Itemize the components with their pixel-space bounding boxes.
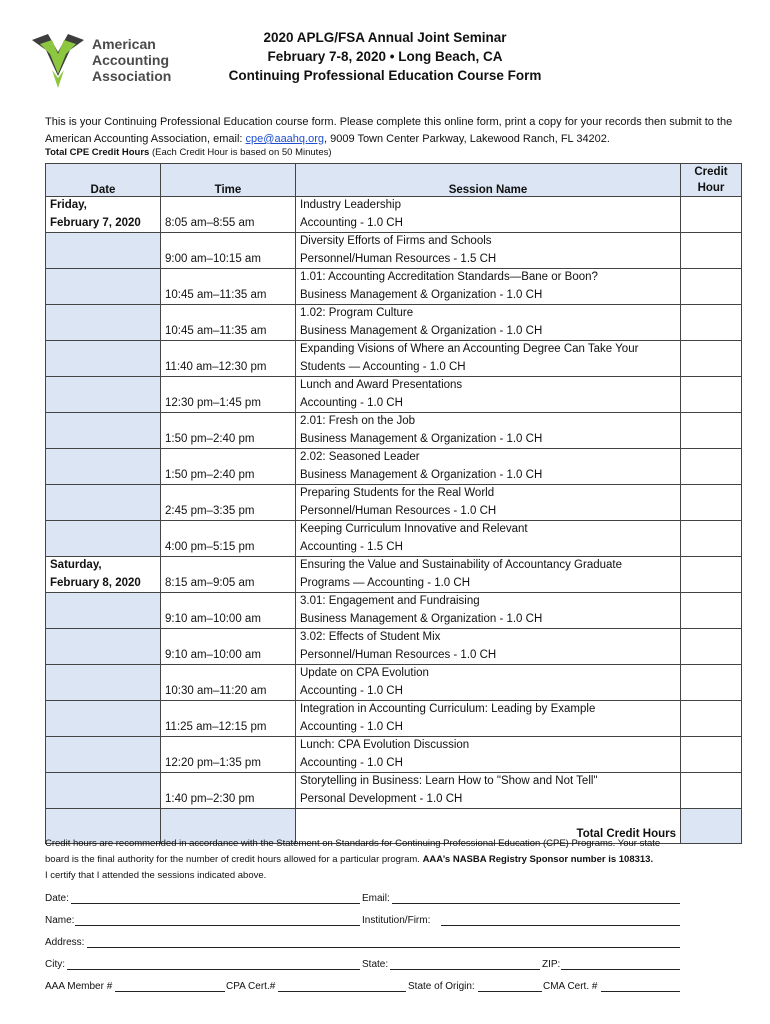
session-category: Personnel/Human Resources - 1.0 CH [300, 504, 497, 517]
date-header: Date [46, 164, 161, 197]
session-cell [296, 305, 681, 341]
footnote-line2 [45, 852, 735, 868]
time-cell: 9:10 am–10:00 am [161, 629, 296, 665]
form-title: Continuing Professional Education Course Form [228, 68, 542, 83]
session-cell [296, 413, 681, 449]
member-label: AAA Member # [45, 981, 113, 992]
date-cell [46, 557, 161, 593]
date-cell [46, 341, 161, 377]
session-cell [296, 377, 681, 413]
address-label: Address: [45, 937, 85, 948]
credit-hour-cell[interactable] [681, 557, 742, 593]
nasba-sponsor: AAA’s NASBA Registry Sponsor number is 108313. [422, 854, 654, 865]
session-title: 1.02: Program Culture [300, 307, 414, 319]
session-title: Lunch: CPA Evolution Discussion [300, 739, 470, 751]
email-field[interactable] [392, 893, 680, 904]
credit-hour-cell[interactable] [681, 593, 742, 629]
day-name: Saturday, [50, 559, 102, 571]
footnote-line3: I certify that I attended the sessions indicated above. [45, 870, 267, 881]
session-category: Accounting - 1.0 CH [300, 720, 403, 733]
session-category: Programs — Accounting - 1.0 CH [300, 576, 471, 589]
day-name: Friday, [50, 199, 87, 211]
time-cell: 2:45 pm–3:35 pm [161, 485, 296, 521]
email-label: Email: [362, 893, 390, 904]
session-category: Business Management & Organization - 1.0 CH [300, 324, 543, 337]
credit-hour-cell[interactable] [681, 449, 742, 485]
credit-hour-cell[interactable] [681, 197, 742, 233]
session-title: Lunch and Award Presentations [300, 379, 463, 391]
table-row [46, 701, 742, 737]
session-cell [296, 521, 681, 557]
aaa-logo-mark-icon [30, 30, 86, 92]
day-date: February 7, 2020 [50, 216, 141, 229]
intro-after: , 9009 Town Center Parkway, Lakewood Ranch, FL 34202. [324, 133, 610, 145]
session-cell [296, 665, 681, 701]
time-cell: 12:30 pm–1:45 pm [161, 377, 296, 413]
session-title: 3.02: Effects of Student Mix [300, 631, 441, 643]
session-cell [296, 773, 681, 809]
table-row [46, 197, 742, 233]
table-row [46, 233, 742, 269]
session-cell [296, 197, 681, 233]
credit-hour-cell[interactable] [681, 233, 742, 269]
time-cell: 8:15 am–9:05 am [161, 557, 296, 593]
cpe-note-bold: Total CPE Credit Hours [45, 147, 150, 158]
session-cell [296, 737, 681, 773]
email-link[interactable]: cpe@aaahq.org [245, 133, 324, 145]
cpa-cert-field[interactable] [278, 981, 406, 992]
credit-hour-cell[interactable] [681, 521, 742, 557]
table-row [46, 485, 742, 521]
state-origin-field[interactable] [478, 981, 542, 992]
seminar-date-location: February 7-8, 2020 • Long Beach, CA [267, 49, 503, 64]
session-cell [296, 449, 681, 485]
session-category: Accounting - 1.0 CH [300, 684, 403, 697]
time-cell: 4:00 pm–5:15 pm [161, 521, 296, 557]
logo-wordmark [92, 36, 171, 84]
table-row [46, 341, 742, 377]
session-cell [296, 485, 681, 521]
session-cell [296, 269, 681, 305]
date-cell [46, 197, 161, 233]
credit-hour-cell[interactable] [681, 377, 742, 413]
session-header: Session Name [296, 164, 681, 197]
time-cell: 10:30 am–11:20 am [161, 665, 296, 701]
intro-text [45, 114, 735, 148]
zip-field[interactable] [561, 959, 680, 970]
attendee-form [45, 893, 685, 1003]
table-row [46, 449, 742, 485]
date-cell [46, 521, 161, 557]
session-title: Expanding Visions of Where an Accounting Degree Can Take Your [300, 343, 639, 355]
logo-line-2: Accounting [92, 52, 169, 68]
cma-cert-label: CMA Cert. # [543, 981, 598, 992]
institution-label: Institution/Firm: [362, 915, 431, 926]
credit-header-line1: Credit [694, 166, 728, 178]
time-cell: 9:10 am–10:00 am [161, 593, 296, 629]
credit-hour-cell[interactable] [681, 269, 742, 305]
city-field[interactable] [67, 959, 360, 970]
credit-header-line2: Hour [697, 182, 725, 194]
date-cell [46, 305, 161, 341]
date-cell [46, 737, 161, 773]
session-title: 3.01: Engagement and Fundraising [300, 595, 480, 607]
session-category: Accounting - 1.0 CH [300, 396, 403, 409]
session-title: Integration in Accounting Curriculum: Leading by Example [300, 703, 596, 715]
name-field[interactable] [75, 915, 360, 926]
time-cell: 9:00 am–10:15 am [161, 233, 296, 269]
day-date: February 8, 2020 [50, 576, 141, 589]
session-title: Keeping Curriculum Innovative and Relevant [300, 523, 528, 535]
time-cell: 1:50 pm–2:40 pm [161, 413, 296, 449]
session-cell [296, 701, 681, 737]
date-cell [46, 485, 161, 521]
time-header: Time [161, 164, 296, 197]
date-cell [46, 233, 161, 269]
date-cell [46, 665, 161, 701]
session-title: 1.01: Accounting Accreditation Standards—Bane or Boon? [300, 271, 598, 283]
date-cell [46, 413, 161, 449]
table-row [46, 413, 742, 449]
footnote-line1: Credit hours are recommended in accordance with the Statement on Standards for Continuing Professional Education (CPE) Programs. Your state [45, 838, 661, 849]
credit-hour-cell[interactable] [681, 773, 742, 809]
session-category: Business Management & Organization - 1.0 CH [300, 432, 543, 445]
time-cell: 11:40 am–12:30 pm [161, 341, 296, 377]
credit-hour-cell[interactable] [681, 629, 742, 665]
credit-header [681, 164, 742, 197]
cpe-note [45, 147, 332, 158]
session-title: Ensuring the Value and Sustainability of Accountancy Graduate [300, 559, 622, 571]
table-row [46, 557, 742, 593]
session-category: Accounting - 1.0 CH [300, 756, 403, 769]
member-field[interactable] [115, 981, 225, 992]
credit-hour-cell[interactable] [681, 413, 742, 449]
logo-line-1: American [92, 36, 156, 52]
total-label: Total Credit Hours [296, 809, 681, 844]
credit-hour-cell[interactable] [681, 701, 742, 737]
credit-hour-cell[interactable] [681, 485, 742, 521]
session-category: Students — Accounting - 1.0 CH [300, 360, 466, 373]
session-cell [296, 629, 681, 665]
intro-before: This is your Continuing Professional Education course form. Please complete this online form, print a copy for your records then submit to the American Accounting Association, email: [45, 116, 733, 145]
date-cell [46, 773, 161, 809]
date-cell [46, 593, 161, 629]
credit-hour-cell[interactable] [681, 305, 742, 341]
table-row [46, 665, 742, 701]
table-row [46, 377, 742, 413]
state-origin-label: State of Origin: [408, 981, 475, 992]
aaa-logo [30, 30, 190, 94]
session-cell [296, 593, 681, 629]
date-cell [46, 269, 161, 305]
date-field[interactable] [71, 893, 360, 904]
session-title: 2.01: Fresh on the Job [300, 415, 416, 427]
footnote-line2-plain: board is the final authority for the number of credit hours allowed for a particular program. [45, 854, 423, 865]
time-cell: 1:40 pm–2:30 pm [161, 773, 296, 809]
city-label: City: [45, 959, 65, 970]
session-category: Personnel/Human Resources - 1.0 CH [300, 648, 497, 661]
session-category: Personal Development - 1.0 CH [300, 792, 463, 805]
state-field[interactable] [390, 959, 540, 970]
cpe-note-rest: (Each Credit Hour is based on 50 Minutes) [149, 147, 332, 158]
session-title: Storytelling in Business: Learn How to "Show and Not Tell" [300, 775, 598, 787]
session-category: Business Management & Organization - 1.0 CH [300, 468, 543, 481]
name-label: Name: [45, 915, 75, 926]
table-row [46, 773, 742, 809]
credit-hour-cell[interactable] [681, 341, 742, 377]
footnote [45, 836, 735, 884]
credit-hour-cell[interactable] [681, 737, 742, 773]
table-row [46, 593, 742, 629]
credit-hour-cell[interactable] [681, 665, 742, 701]
date-cell [46, 449, 161, 485]
date-cell [46, 701, 161, 737]
institution-field[interactable] [441, 915, 680, 926]
cpa-cert-label: CPA Cert.# [226, 981, 276, 992]
session-cell [296, 341, 681, 377]
session-title: Industry Leadership [300, 199, 402, 211]
time-cell: 10:45 am–11:35 am [161, 305, 296, 341]
session-category: Accounting - 1.5 CH [300, 540, 403, 553]
table-row [46, 737, 742, 773]
seminar-title: 2020 APLG/FSA Annual Joint Seminar [263, 30, 507, 45]
table-row [46, 521, 742, 557]
form-header [200, 28, 570, 85]
date-label: Date: [45, 893, 69, 904]
time-cell: 10:45 am–11:35 am [161, 269, 296, 305]
session-title: 2.02: Seasoned Leader [300, 451, 420, 463]
session-cell [296, 233, 681, 269]
session-category: Business Management & Organization - 1.0 CH [300, 288, 543, 301]
state-label: State: [362, 959, 389, 970]
session-category: Personnel/Human Resources - 1.5 CH [300, 252, 497, 265]
session-table [45, 163, 742, 844]
session-title: Diversity Efforts of Firms and Schools [300, 235, 492, 247]
table-row [46, 269, 742, 305]
date-cell [46, 629, 161, 665]
table-row [46, 629, 742, 665]
table-row [46, 305, 742, 341]
session-category: Business Management & Organization - 1.0 CH [300, 612, 543, 625]
zip-label: ZIP: [542, 959, 561, 970]
session-title: Update on CPA Evolution [300, 667, 429, 679]
cma-cert-field[interactable] [601, 981, 680, 992]
date-cell [46, 377, 161, 413]
time-cell: 1:50 pm–2:40 pm [161, 449, 296, 485]
address-field[interactable] [87, 937, 680, 948]
session-title: Preparing Students for the Real World [300, 487, 495, 499]
time-cell: 12:20 pm–1:35 pm [161, 737, 296, 773]
logo-line-3: Association [92, 68, 172, 84]
table-header-row [46, 164, 742, 197]
session-cell [296, 557, 681, 593]
session-category: Accounting - 1.0 CH [300, 216, 403, 229]
time-cell: 8:05 am–8:55 am [161, 197, 296, 233]
time-cell: 11:25 am–12:15 pm [161, 701, 296, 737]
